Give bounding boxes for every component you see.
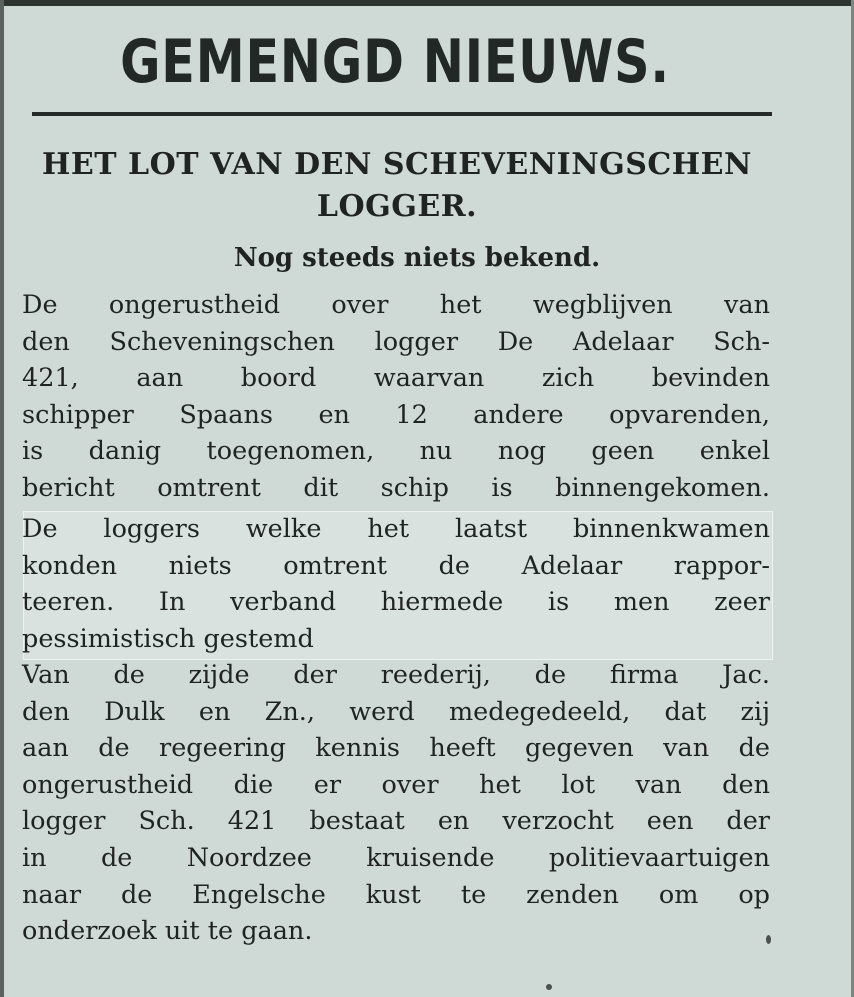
article-subheadline: Nog steeds niets bekend. (233, 243, 601, 273)
headline-line-2: LOGGER. (316, 189, 478, 224)
paragraph-3-line: onderzoek uit te gaan. (22, 916, 313, 947)
paragraph-3-line: ongerustheid die er over het lot van den (22, 769, 770, 800)
paragraph-3-line: den Dulk en Zn., werd medegedeeld, dat zij (22, 696, 770, 727)
print-speck (546, 984, 552, 990)
paragraph-3-line: naar de Engelsche kust te zenden om op (22, 879, 770, 910)
paragraph-1-line: bericht omtrent dit schip is binnengekomen. (22, 472, 770, 503)
scan-left-edge (0, 0, 4, 997)
paragraph-1-line: 421, aan boord waarvan zich bevinden (22, 363, 770, 394)
paragraph-1 (22, 287, 770, 507)
paragraph-1-line: De ongerustheid over het wegblijven van (22, 290, 770, 320)
paragraph-2 (22, 511, 770, 657)
paragraph-3 (22, 657, 770, 950)
paragraph-2-line: teeren. In verband hiermede is men zeer (22, 587, 770, 618)
scan-top-edge (0, 0, 854, 6)
print-speck (766, 935, 771, 944)
article-headline (22, 144, 772, 228)
paragraph-1-line: is danig toegenomen, nu nog geen enkel (22, 436, 770, 467)
section-masthead: GEMENGD NIEUWS. (120, 27, 670, 97)
paragraph-1-line: den Scheveningschen logger De Adelaar Sch- (22, 326, 770, 357)
paragraph-2-line: konden niets omtrent de Adelaar rappor- (22, 550, 770, 581)
paragraph-3-line: logger Sch. 421 bestaat en verzocht een der (22, 806, 770, 837)
paragraph-2-line: pessimistisch gestemd (22, 623, 314, 654)
paragraph-2-line: De loggers welke het laatst binnenkwamen (22, 514, 770, 544)
paragraph-3-line: in de Noordzee kruisende politievaartuigen (22, 842, 770, 873)
paragraph-3-line: aan de regeering kennis heeft gegeven van de (22, 733, 770, 764)
masthead-rule (32, 112, 772, 116)
paragraph-3-line: Van de zijde der reederij, de firma Jac. (22, 660, 770, 690)
headline-line-1: HET LOT VAN DEN SCHEVENINGSCHEN (42, 147, 752, 182)
paragraph-1-line: schipper Spaans en 12 andere opvarenden, (22, 399, 770, 430)
